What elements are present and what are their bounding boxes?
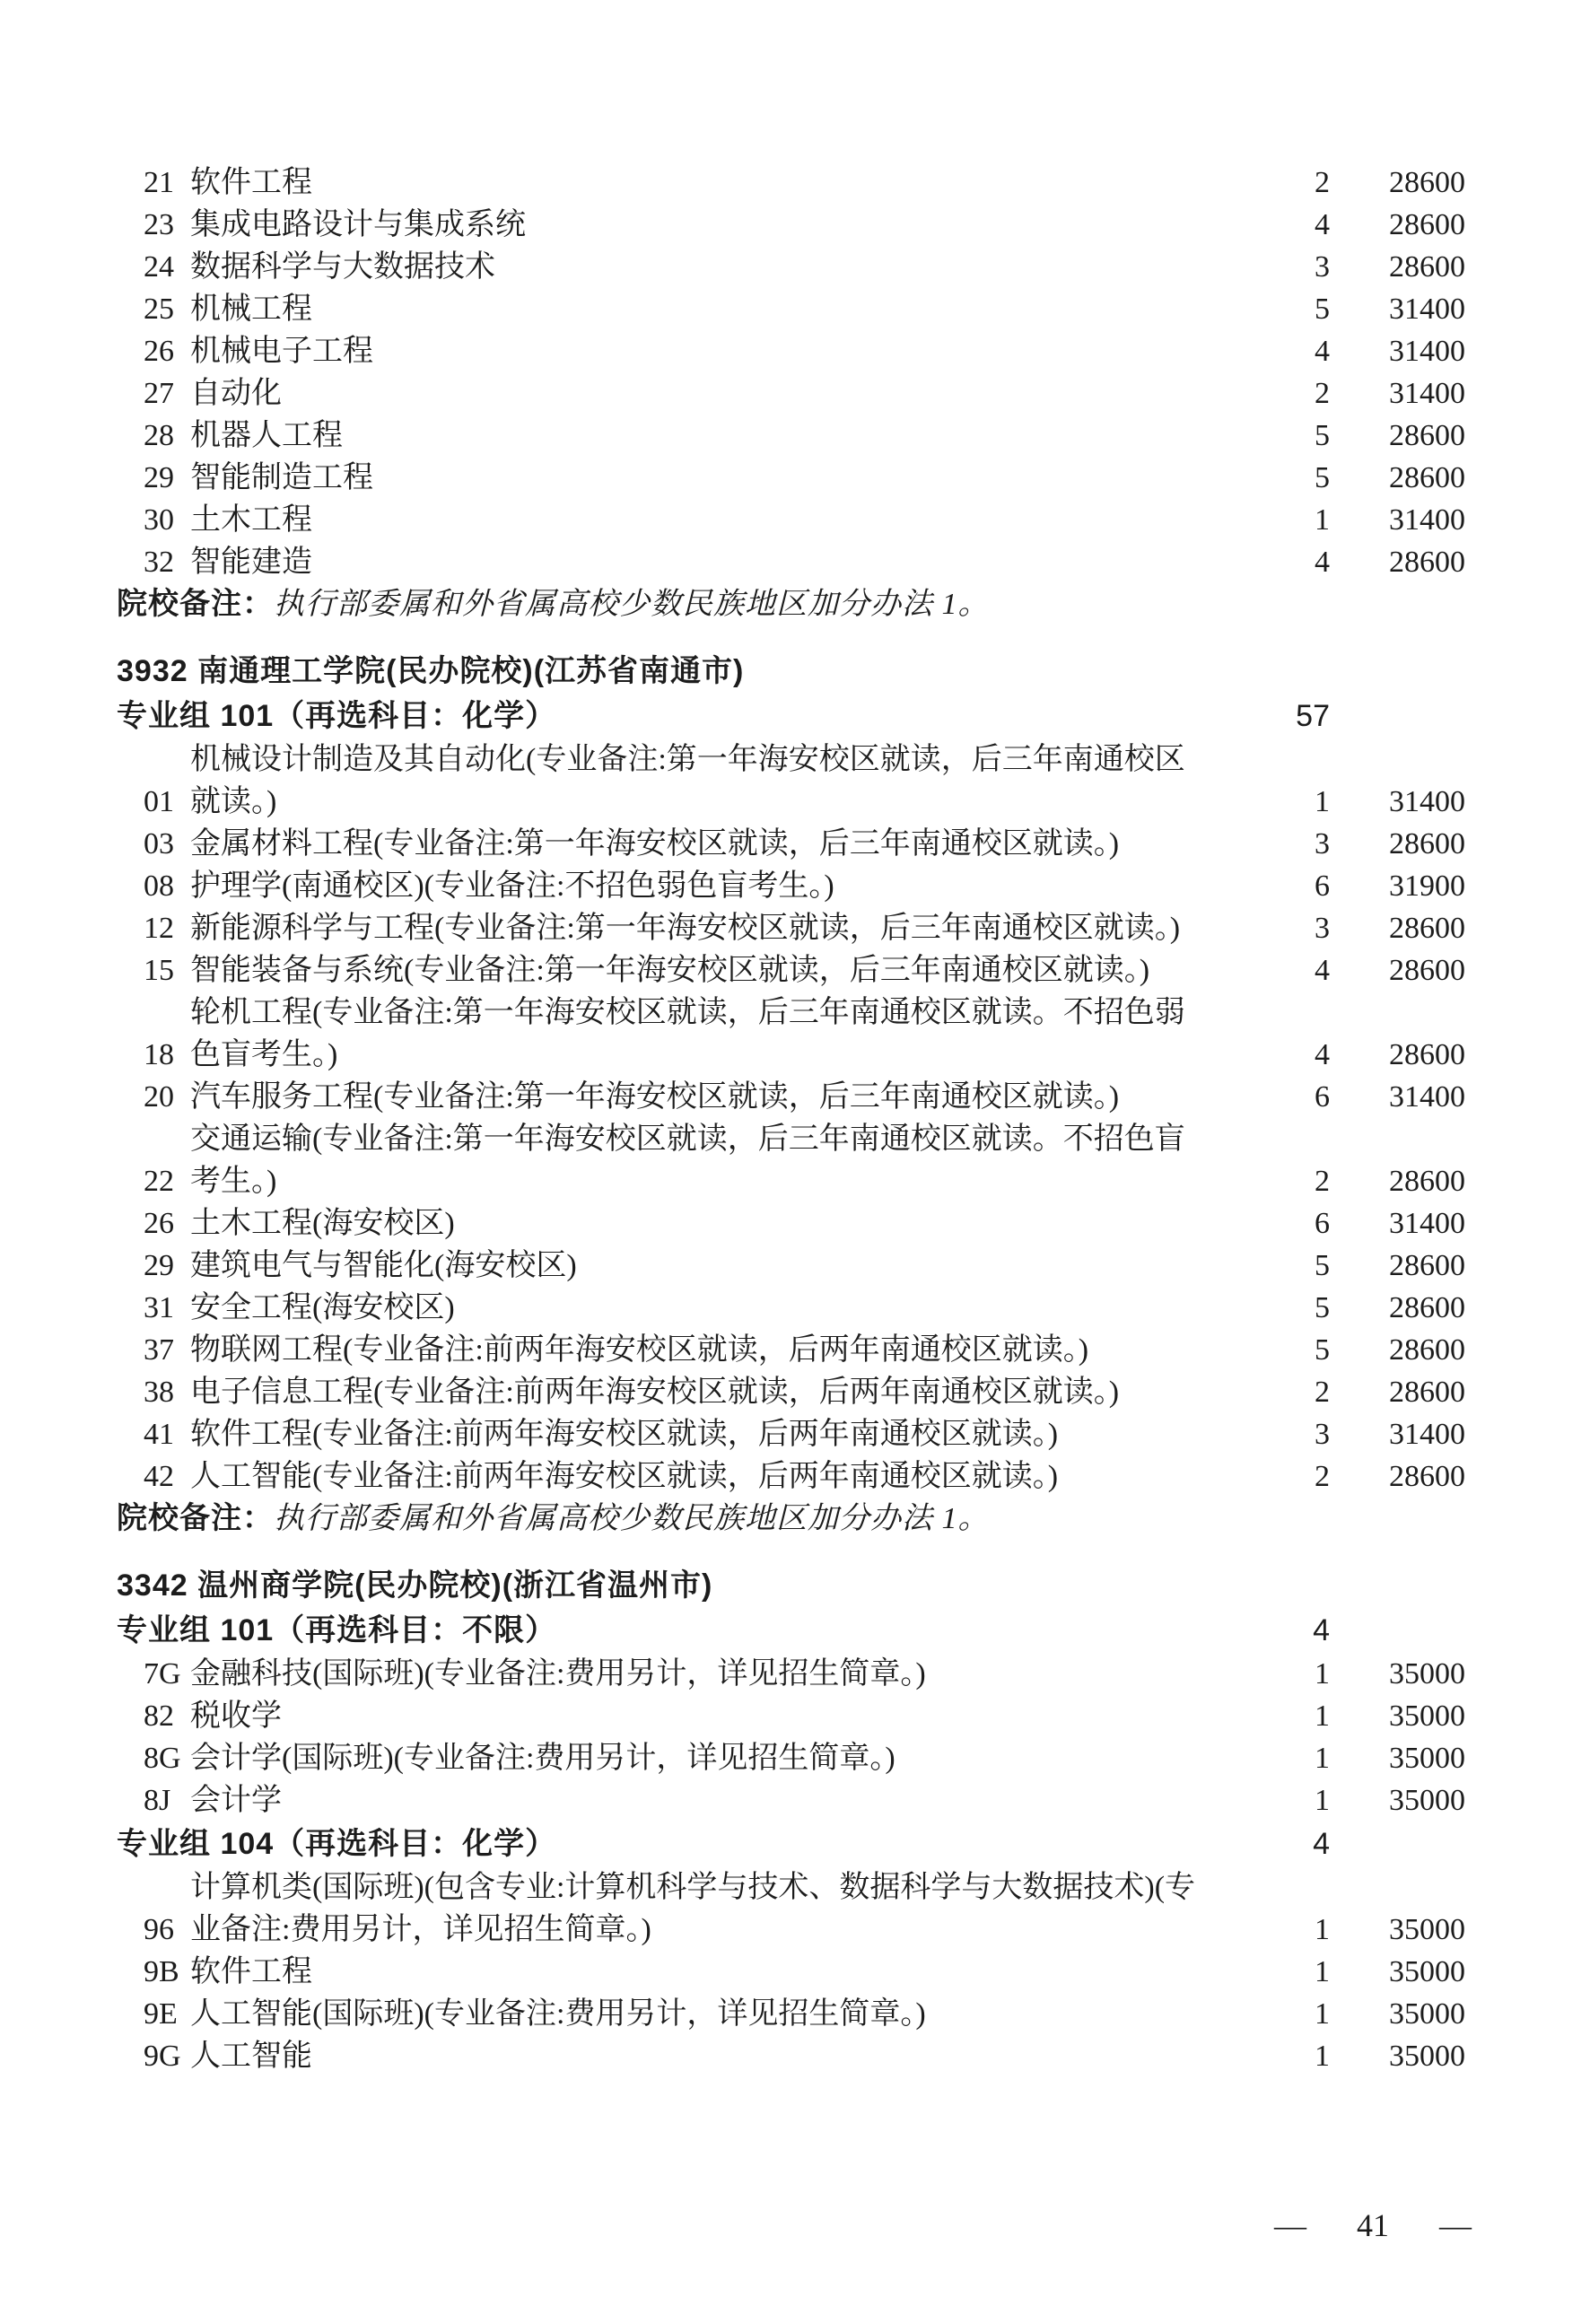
major-row [117,1413,1476,1455]
major-plan-count: 5 [1315,419,1330,452]
major-row [117,499,1476,541]
major-row [117,1455,1476,1498]
major-tuition-fee: 35000 [1389,1699,1465,1733]
major-code: 32 [144,546,174,579]
school-section [117,1563,1476,2077]
major-code: 29 [144,461,174,494]
major-name: 会计学 [190,1784,282,1817]
major-code: 96 [144,1913,174,1946]
major-code: 15 [144,954,174,987]
major-name: 安全工程(海安校区) [190,1291,455,1324]
major-tuition-fee: 28600 [1389,1333,1465,1367]
major-name: 电子信息工程(专业备注:前两年海安校区就读，后两年南通校区就读。) [190,1376,1120,1409]
major-plan-count: 2 [1315,1376,1330,1409]
major-row [117,1866,1476,1951]
major-row [117,1076,1476,1118]
major-plan-count: 6 [1315,1080,1330,1114]
major-plan-count: 6 [1315,1207,1330,1240]
school-remark-label: 院校备注： [117,587,274,621]
major-name: 物联网工程(专业备注:前两年海安校区就读，后两年南通校区就读。) [190,1333,1089,1367]
major-code: 20 [144,1080,174,1114]
major-code: 22 [144,1165,174,1198]
major-group-total: 57 [1296,699,1330,733]
major-tuition-fee: 35000 [1389,1955,1465,1988]
school-section [117,162,1476,625]
school-section [117,649,1476,1540]
major-tuition-fee: 28600 [1389,827,1465,861]
major-tuition-fee: 35000 [1389,1997,1465,2031]
major-tuition-fee: 31400 [1389,293,1465,326]
major-name: 软件工程 [190,1955,312,1988]
major-tuition-fee: 31400 [1389,1418,1465,1451]
major-tuition-fee: 31400 [1389,503,1465,537]
page-number-dash-left: — [1274,2207,1306,2243]
major-code: 27 [144,377,174,410]
major-tuition-fee: 28600 [1389,1460,1465,1493]
major-plan-count: 3 [1315,827,1330,861]
major-row [117,204,1476,246]
major-tuition-fee: 35000 [1389,1742,1465,1775]
major-code: 30 [144,503,174,537]
major-name: 人工智能 [190,2040,312,2073]
major-plan-count: 1 [1315,2040,1330,2073]
major-row [117,457,1476,499]
major-tuition-fee: 28600 [1389,208,1465,241]
major-group-header [117,1608,1476,1653]
major-row [117,1202,1476,1245]
major-code: 23 [144,208,174,241]
major-name: 机械电子工程 [190,335,373,368]
major-plan-count: 5 [1315,461,1330,494]
major-plan-count: 3 [1315,1418,1330,1451]
major-tuition-fee: 28600 [1389,912,1465,945]
major-row [117,1951,1476,1993]
major-name: 集成电路设计与集成系统 [190,208,526,241]
major-tuition-fee: 28600 [1389,1376,1465,1409]
major-row [117,992,1476,1076]
major-name: 交通运输(专业备注:第一年海安校区就读，后三年南通校区就读。不招色盲考生。) [190,1123,1185,1198]
major-tuition-fee: 35000 [1389,1657,1465,1691]
major-plan-count: 1 [1315,503,1330,537]
school-remark-text: 执行部委属和外省属高校少数民族地区加分办法 1。 [274,588,990,621]
major-name: 智能装备与系统(专业备注:第一年海安校区就读，后三年南通校区就读。) [190,954,1150,987]
major-plan-count: 5 [1315,1291,1330,1324]
major-plan-count: 1 [1315,1955,1330,1988]
major-tuition-fee: 28600 [1389,1165,1465,1198]
major-plan-count: 3 [1315,912,1330,945]
major-code: 28 [144,419,174,452]
school-remark-label: 院校备注： [117,1501,274,1535]
major-plan-count: 3 [1315,250,1330,284]
major-row [117,1779,1476,1822]
major-code: 7G [144,1657,181,1691]
major-code: 21 [144,166,174,199]
major-row [117,738,1476,823]
major-plan-count: 4 [1315,208,1330,241]
major-name: 护理学(南通校区)(专业备注:不招色弱色盲考生。) [190,869,834,903]
major-code: 18 [144,1038,174,1071]
major-code: 9B [144,1955,179,1988]
major-code: 31 [144,1291,174,1324]
major-group-title: 专业组 101（再选科目：不限） [117,1613,557,1647]
major-code: 8G [144,1742,181,1775]
major-tuition-fee: 28600 [1389,250,1465,284]
major-group-header [117,694,1476,738]
major-tuition-fee: 35000 [1389,1784,1465,1817]
major-tuition-fee: 31400 [1389,1080,1465,1114]
major-code: 25 [144,293,174,326]
major-name: 智能制造工程 [190,461,373,494]
major-group-header [117,1822,1476,1866]
major-name: 数据科学与大数据技术 [190,250,495,284]
school-remark-text: 执行部委属和外省属高校少数民族地区加分办法 1。 [274,1502,990,1535]
major-group-total: 4 [1313,1613,1330,1647]
major-row [117,1118,1476,1202]
major-plan-count: 6 [1315,869,1330,903]
major-plan-count: 1 [1315,1784,1330,1817]
major-row [117,541,1476,583]
major-code: 01 [144,785,174,818]
major-code: 26 [144,1207,174,1240]
major-tuition-fee: 31400 [1389,335,1465,368]
major-name: 人工智能(国际班)(专业备注:费用另计，详见招生简章。) [190,1997,926,2031]
major-name: 建筑电气与智能化(海安校区) [190,1249,577,1282]
major-name: 软件工程 [190,166,312,199]
major-plan-count: 5 [1315,293,1330,326]
major-row [117,1245,1476,1287]
page-number-value: 41 [1357,2207,1389,2243]
major-plan-count: 1 [1315,1913,1330,1946]
major-name: 智能建造 [190,546,312,579]
major-plan-count: 4 [1315,954,1330,987]
page-number [1274,2206,1472,2245]
major-plan-count: 5 [1315,1333,1330,1367]
major-name: 计算机类(国际班)(包含专业:计算机科学与技术、数据科学与大数据技术)(专业备注:费用另计，详见招生简章。) [190,1871,1196,1946]
major-code: 38 [144,1376,174,1409]
major-plan-count: 1 [1315,785,1330,818]
major-name: 税收学 [190,1699,282,1733]
major-code: 9E [144,1997,178,2031]
major-plan-count: 5 [1315,1249,1330,1282]
major-tuition-fee: 28600 [1389,954,1465,987]
major-row [117,823,1476,865]
major-code: 29 [144,1249,174,1282]
major-row [117,246,1476,288]
major-tuition-fee: 35000 [1389,2040,1465,2073]
major-code: 03 [144,827,174,861]
major-name: 机器人工程 [190,419,343,452]
major-row [117,415,1476,457]
school-remark [117,1498,1476,1540]
major-code: 24 [144,250,174,284]
page-number-dash-right: — [1439,2207,1472,2243]
major-name: 金属材料工程(专业备注:第一年海安校区就读，后三年南通校区就读。) [190,827,1120,861]
major-group-title: 专业组 104（再选科目：化学） [117,1827,557,1861]
major-tuition-fee: 28600 [1389,1291,1465,1324]
major-tuition-fee: 31400 [1389,785,1465,818]
school-header: 3932 南通理工学院(民办院校)(江苏省南通市) [117,654,745,688]
major-name: 机械工程 [190,293,312,326]
major-group-title: 专业组 101（再选科目：化学） [117,699,557,733]
major-row [117,1737,1476,1779]
document-content [117,162,1476,2077]
major-tuition-fee: 28600 [1389,1038,1465,1071]
major-row [117,1695,1476,1737]
major-tuition-fee: 28600 [1389,166,1465,199]
major-tuition-fee: 28600 [1389,1249,1465,1282]
major-code: 42 [144,1460,174,1493]
major-row [117,1653,1476,1695]
major-group-total: 4 [1313,1827,1330,1861]
major-row [117,288,1476,330]
major-tuition-fee: 28600 [1389,546,1465,579]
major-name: 会计学(国际班)(专业备注:费用另计，详见招生简章。) [190,1742,895,1775]
major-tuition-fee: 28600 [1389,461,1465,494]
major-plan-count: 2 [1315,166,1330,199]
school-header: 3342 温州商学院(民办院校)(浙江省温州市) [117,1568,713,1603]
major-name: 人工智能(专业备注:前两年海安校区就读，后两年南通校区就读。) [190,1460,1059,1493]
major-name: 新能源科学与工程(专业备注:第一年海安校区就读，后三年南通校区就读。) [190,912,1181,945]
major-plan-count: 4 [1315,335,1330,368]
major-plan-count: 4 [1315,1038,1330,1071]
major-code: 26 [144,335,174,368]
major-plan-count: 2 [1315,1460,1330,1493]
major-code: 9G [144,2040,181,2073]
major-plan-count: 1 [1315,1699,1330,1733]
major-row [117,907,1476,949]
major-name: 软件工程(专业备注:前两年海安校区就读，后两年南通校区就读。) [190,1418,1059,1451]
major-tuition-fee: 31400 [1389,377,1465,410]
major-row [117,162,1476,204]
major-plan-count: 2 [1315,1165,1330,1198]
major-plan-count: 2 [1315,377,1330,410]
major-row [117,949,1476,992]
major-tuition-fee: 35000 [1389,1913,1465,1946]
school-remark [117,583,1476,625]
major-code: 8J [144,1784,171,1817]
major-name: 轮机工程(专业备注:第一年海安校区就读，后三年南通校区就读。不招色弱色盲考生。) [190,996,1185,1071]
major-row [117,372,1476,415]
major-name: 土木工程(海安校区) [190,1207,455,1240]
major-code: 12 [144,912,174,945]
major-code: 82 [144,1699,174,1733]
major-plan-count: 1 [1315,1742,1330,1775]
major-row [117,330,1476,372]
major-name: 机械设计制造及其自动化(专业备注:第一年海安校区就读，后三年南通校区就读。) [190,743,1185,818]
major-row [117,1371,1476,1413]
major-code: 41 [144,1418,174,1451]
major-code: 37 [144,1333,174,1367]
major-row [117,1993,1476,2035]
major-row [117,865,1476,907]
major-tuition-fee: 28600 [1389,419,1465,452]
major-plan-count: 4 [1315,546,1330,579]
major-name: 汽车服务工程(专业备注:第一年海安校区就读，后三年南通校区就读。) [190,1080,1120,1114]
major-name: 土木工程 [190,503,312,537]
major-row [117,1287,1476,1329]
major-plan-count: 1 [1315,1657,1330,1691]
major-code: 08 [144,869,174,903]
major-name: 金融科技(国际班)(专业备注:费用另计，详见招生简章。) [190,1657,926,1691]
major-plan-count: 1 [1315,1997,1330,2031]
major-tuition-fee: 31400 [1389,1207,1465,1240]
major-row [117,1329,1476,1371]
major-row [117,2035,1476,2077]
major-name: 自动化 [190,377,282,410]
major-tuition-fee: 31900 [1389,869,1465,903]
